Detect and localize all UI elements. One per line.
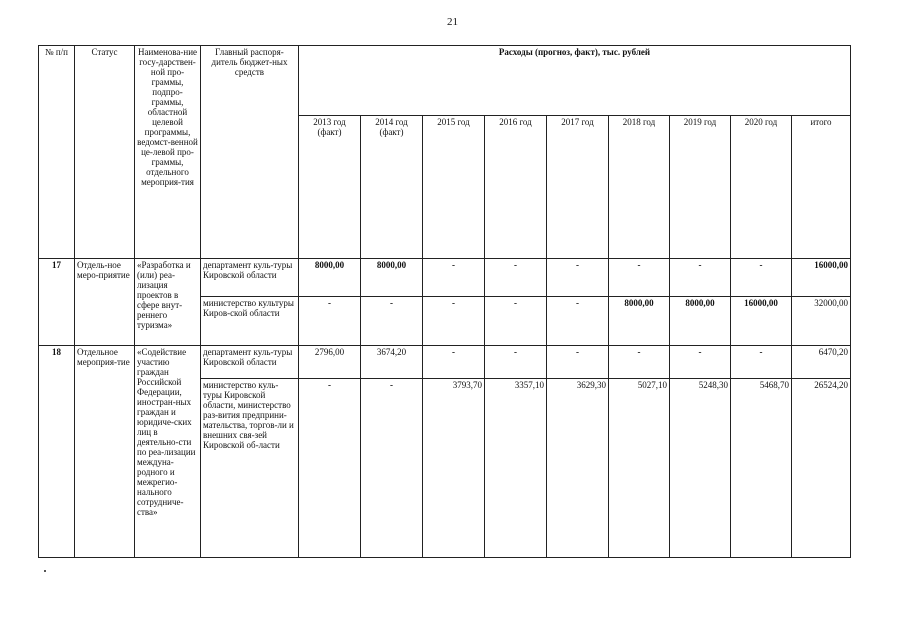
value-cell: - (547, 345, 609, 378)
header-year: 2018 год (609, 116, 670, 259)
value-cell: - (361, 378, 423, 557)
header-name: Наименова-ние госу-дарствен-ной про-граммы, подпро-граммы, областной целевой программы, ведомст-венной це-левой про-граммы, отдельного мероприя-тия (135, 46, 201, 259)
row-name: «Содействие участию граждан Российской Федерации, иностран-ных граждан и юридиче-ских лиц в деятельно-сти по реа-лизации междуна-родного и межрегио-нального сотрудниче-ства» (135, 345, 201, 557)
row-num: 18 (39, 345, 75, 557)
value-cell: 8000,00 (361, 259, 423, 297)
value-cell: - (547, 259, 609, 297)
table-row (39, 345, 851, 378)
row-num: 17 (39, 259, 75, 346)
header-year: 2017 год (547, 116, 609, 259)
value-cell: - (361, 297, 423, 345)
value-cell: - (731, 259, 792, 297)
value-cell: - (299, 378, 361, 557)
row-status: Отдель-ное меро-приятие (75, 259, 135, 346)
row-manager: департамент куль-туры Кировской области (201, 345, 299, 378)
header-year: 2016 год (485, 116, 547, 259)
value-cell: - (299, 297, 361, 345)
value-cell: - (731, 345, 792, 378)
row-manager: министерство куль-туры Кировской области, министерство раз-вития предприни-мательства, торгов-ли и внешних свя-зей Кировской об-ласти (201, 378, 299, 557)
value-cell: - (547, 297, 609, 345)
page-number: 21 (447, 16, 458, 28)
value-cell: - (670, 259, 731, 297)
value-cell: 5248,30 (670, 378, 731, 557)
value-cell: 16000,00 (731, 297, 792, 345)
value-cell: 3674,20 (361, 345, 423, 378)
header-year: 2019 год (670, 116, 731, 259)
value-cell: - (670, 345, 731, 378)
value-cell: - (423, 345, 485, 378)
header-status: Статус (75, 46, 135, 259)
value-cell: - (423, 259, 485, 297)
header-year: 2013 год (факт) (299, 116, 361, 259)
table-row (39, 259, 851, 297)
header-year: 2020 год (731, 116, 792, 259)
value-cell: - (485, 345, 547, 378)
total-cell: 16000,00 (792, 259, 851, 297)
header-manager: Главный распоря-дитель бюджет-ных средств (201, 46, 299, 259)
row-status: Отдельное мероприя-тие (75, 345, 135, 557)
value-cell: 8000,00 (609, 297, 670, 345)
value-cell: 5027,10 (609, 378, 670, 557)
header-expenses: Расходы (прогноз, факт), тыс. рублей (299, 46, 851, 116)
value-cell: - (609, 259, 670, 297)
scan-mark (44, 570, 46, 572)
value-cell: 8000,00 (670, 297, 731, 345)
value-cell: 2796,00 (299, 345, 361, 378)
budget-table (38, 45, 851, 558)
value-cell: 5468,70 (731, 378, 792, 557)
value-cell: 3357,10 (485, 378, 547, 557)
total-cell: 6470,20 (792, 345, 851, 378)
value-cell: 3629,30 (547, 378, 609, 557)
header-total: итого (792, 116, 851, 259)
value-cell: - (423, 297, 485, 345)
value-cell: - (485, 297, 547, 345)
value-cell: 8000,00 (299, 259, 361, 297)
value-cell: 3793,70 (423, 378, 485, 557)
header-num: № п/п (39, 46, 75, 259)
total-cell: 26524,20 (792, 378, 851, 557)
header-year: 2014 год (факт) (361, 116, 423, 259)
row-manager: министерство культуры Киров-ской области (201, 297, 299, 345)
row-manager: департамент куль-туры Кировской области (201, 259, 299, 297)
header-year: 2015 год (423, 116, 485, 259)
table-header-row (39, 46, 851, 116)
value-cell: - (609, 345, 670, 378)
total-cell: 32000,00 (792, 297, 851, 345)
value-cell: - (485, 259, 547, 297)
row-name: «Разработка и (или) реа-лизация проектов в сфере внут-реннего туризма» (135, 259, 201, 346)
